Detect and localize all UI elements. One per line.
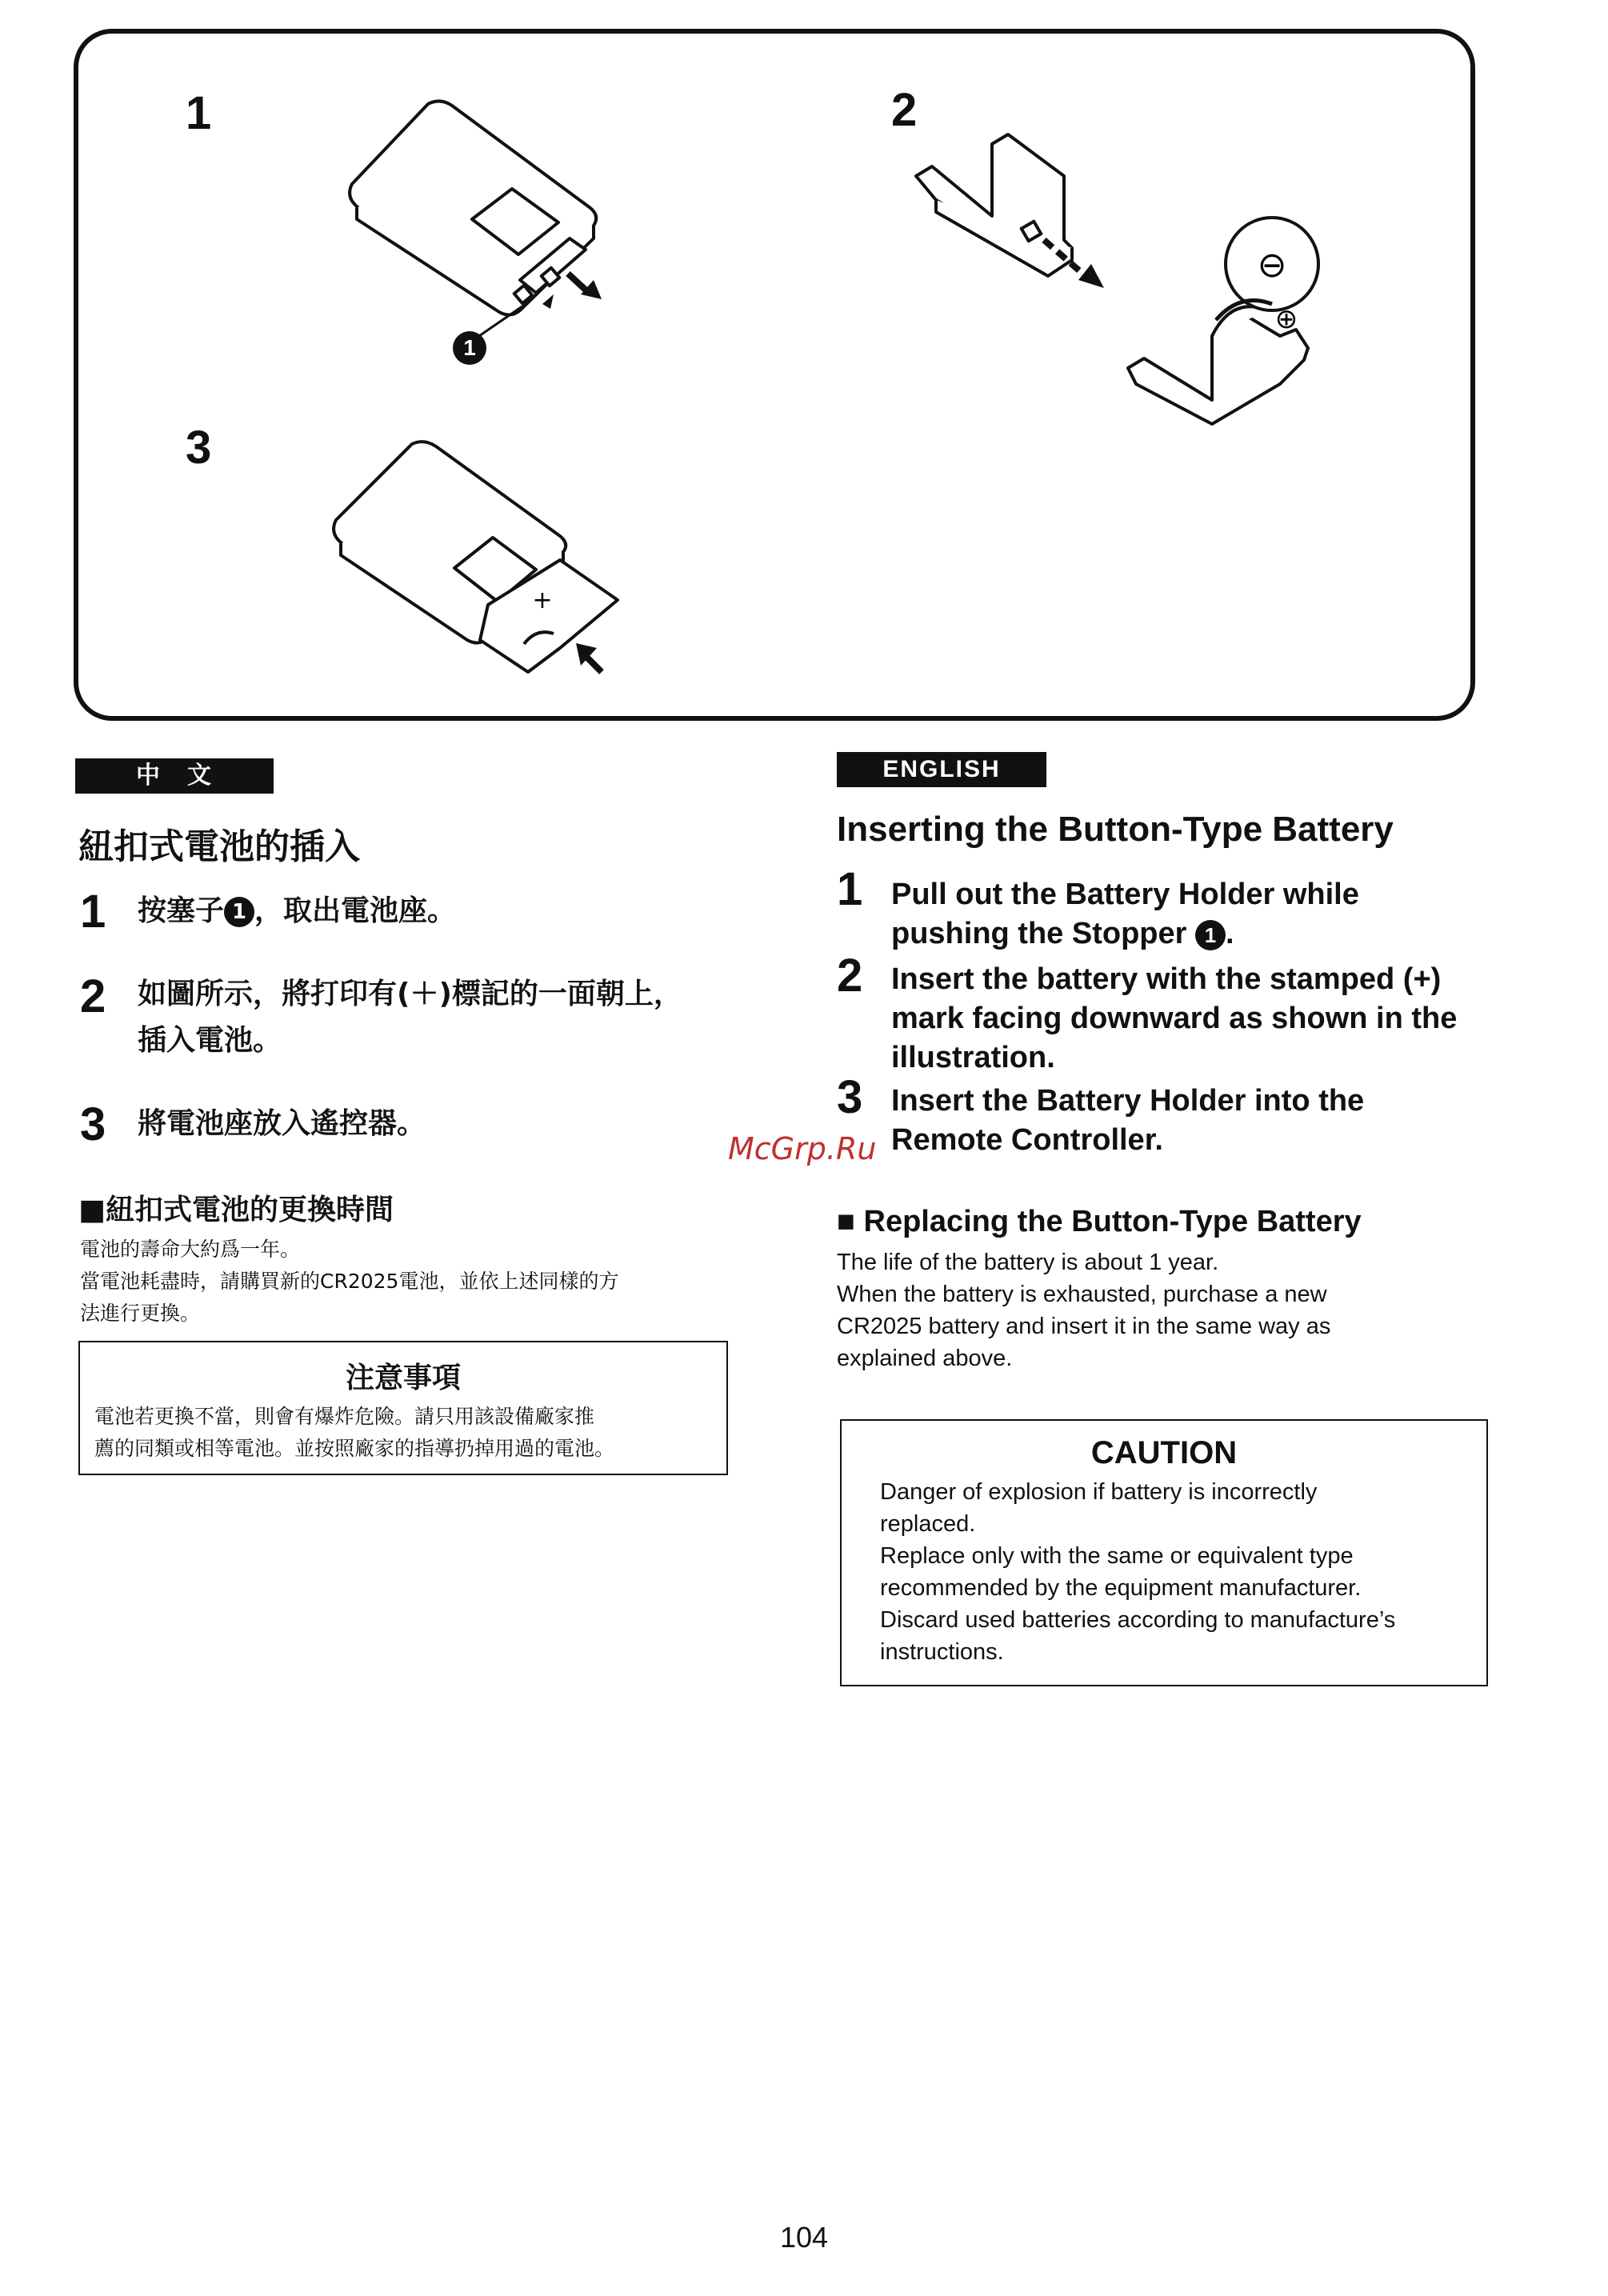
english-step-1: [891, 875, 1359, 954]
stopper-badge-en: 1: [1195, 920, 1226, 950]
chinese-replace-line-2: 當電池耗盡時，請購買新的CR2025電池，並依上述同樣的方: [80, 1270, 619, 1293]
stopper-badge-zh: 1: [224, 897, 254, 927]
chinese-caution-line-2: 薦的同類或相等電池。並按照廠家的指導扔掉用過的電池。: [94, 1437, 615, 1460]
english-replace-line-4: explained above.: [837, 1346, 1013, 1371]
chinese-caution-title: 注意事項: [345, 1362, 461, 1394]
english-caution-line-4: recommended by the equipment manufacturer.: [880, 1575, 1362, 1601]
plus-symbol: ⊕: [1274, 303, 1298, 335]
chinese-step-2-line-1: 如圖所示，將打印有(＋)標記的一面朝上，: [138, 978, 682, 1010]
page-number: 104: [779, 2221, 829, 2254]
english-caution-line-2: replaced.: [880, 1511, 976, 1537]
english-step-1-line-1: Pull out the Battery Holder while: [891, 878, 1359, 911]
figure-step-label-2: 2: [891, 84, 918, 136]
english-replace-body: [837, 1246, 1330, 1374]
english-caution-title: CAUTION: [1090, 1435, 1238, 1470]
chinese-step-1-text-before: 按塞子: [138, 894, 225, 927]
english-step-1-line-2: pushing the Stopper 1 .: [891, 917, 1234, 950]
chinese-step-number-3: 3: [80, 1098, 106, 1150]
chinese-replace-heading: ■紐扣式電池的更換時間: [78, 1194, 394, 1226]
english-step-number-3: 3: [837, 1071, 863, 1123]
english-step-number-2: 2: [837, 950, 863, 1002]
figure-step-label-3: 3: [186, 422, 212, 474]
english-step-3-line-1: Insert the Battery Holder into the: [891, 1084, 1365, 1118]
english-replace-line-3: CR2025 battery and insert it in the same way as: [837, 1314, 1331, 1339]
chinese-caution-body: [94, 1401, 726, 1465]
english-step-2-line-2: mark facing downward as shown in the: [891, 1002, 1458, 1035]
english-caution-line-5: Discard used batteries according to manufacture’s: [880, 1607, 1396, 1633]
chinese-replace-line-1: 電池的壽命大約爲一年。: [80, 1238, 301, 1261]
figure-step-label-1: 1: [186, 87, 212, 139]
english-replace-line-1: The life of the battery is about 1 year.: [837, 1250, 1219, 1275]
chinese-replace-line-3: 法進行更換。: [80, 1302, 201, 1325]
english-caution-line-3: Replace only with the same or equivalent type: [880, 1543, 1354, 1569]
chinese-step-1: [138, 888, 456, 934]
stopper-callout: [453, 331, 486, 365]
chinese-step-1-text-after: ，取出電池座。: [254, 894, 457, 927]
chinese-caution-line-1: 電池若更換不當，則會有爆炸危險。請只用該設備廠家推: [94, 1405, 595, 1428]
svg-text:+: +: [532, 586, 553, 614]
chinese-step-3: 將電池座放入遙控器。: [138, 1107, 426, 1140]
english-caution-body: [880, 1476, 1486, 1668]
english-caution-line-1: Danger of explosion if battery is incorrectly: [880, 1479, 1318, 1505]
chinese-step-number-1: 1: [80, 886, 106, 938]
english-step-2: [891, 960, 1457, 1078]
english-caution-line-6: instructions.: [880, 1639, 1004, 1665]
chinese-step-2: [138, 971, 682, 1064]
chinese-replace-body: [80, 1234, 618, 1330]
english-replace-line-2: When the battery is exhausted, purchase a new: [837, 1282, 1327, 1307]
watermark: McGrp.Ru: [728, 1131, 877, 1166]
english-step-2-line-3: illustration.: [891, 1041, 1055, 1074]
chinese-title: 紐扣式電池的插入: [78, 826, 360, 867]
minus-symbol: ⊖: [1257, 245, 1287, 286]
chinese-caution-box: [78, 1341, 728, 1475]
english-step-3-line-2: Remote Controller.: [891, 1123, 1163, 1157]
english-replace-heading: ■ Replacing the Button-Type Battery: [837, 1205, 1362, 1238]
english-title: Inserting the Button-Type Battery: [837, 810, 1394, 849]
chinese-language-bar: 中 文: [75, 758, 274, 794]
battery-holder-illustration: [904, 120, 1352, 440]
remote-insert-illustration: [320, 432, 640, 688]
english-language-bar: ENGLISH: [837, 752, 1046, 787]
english-caution-box: [840, 1419, 1488, 1686]
english-step-3: [891, 1082, 1364, 1160]
stopper-callout-badge: 1: [453, 331, 486, 365]
english-step-number-1: 1: [837, 863, 863, 915]
chinese-step-number-2: 2: [80, 970, 106, 1022]
chinese-step-2-line-2: 插入電池。: [138, 1024, 282, 1057]
english-step-2-line-1: Insert the battery with the stamped (+): [891, 962, 1442, 996]
